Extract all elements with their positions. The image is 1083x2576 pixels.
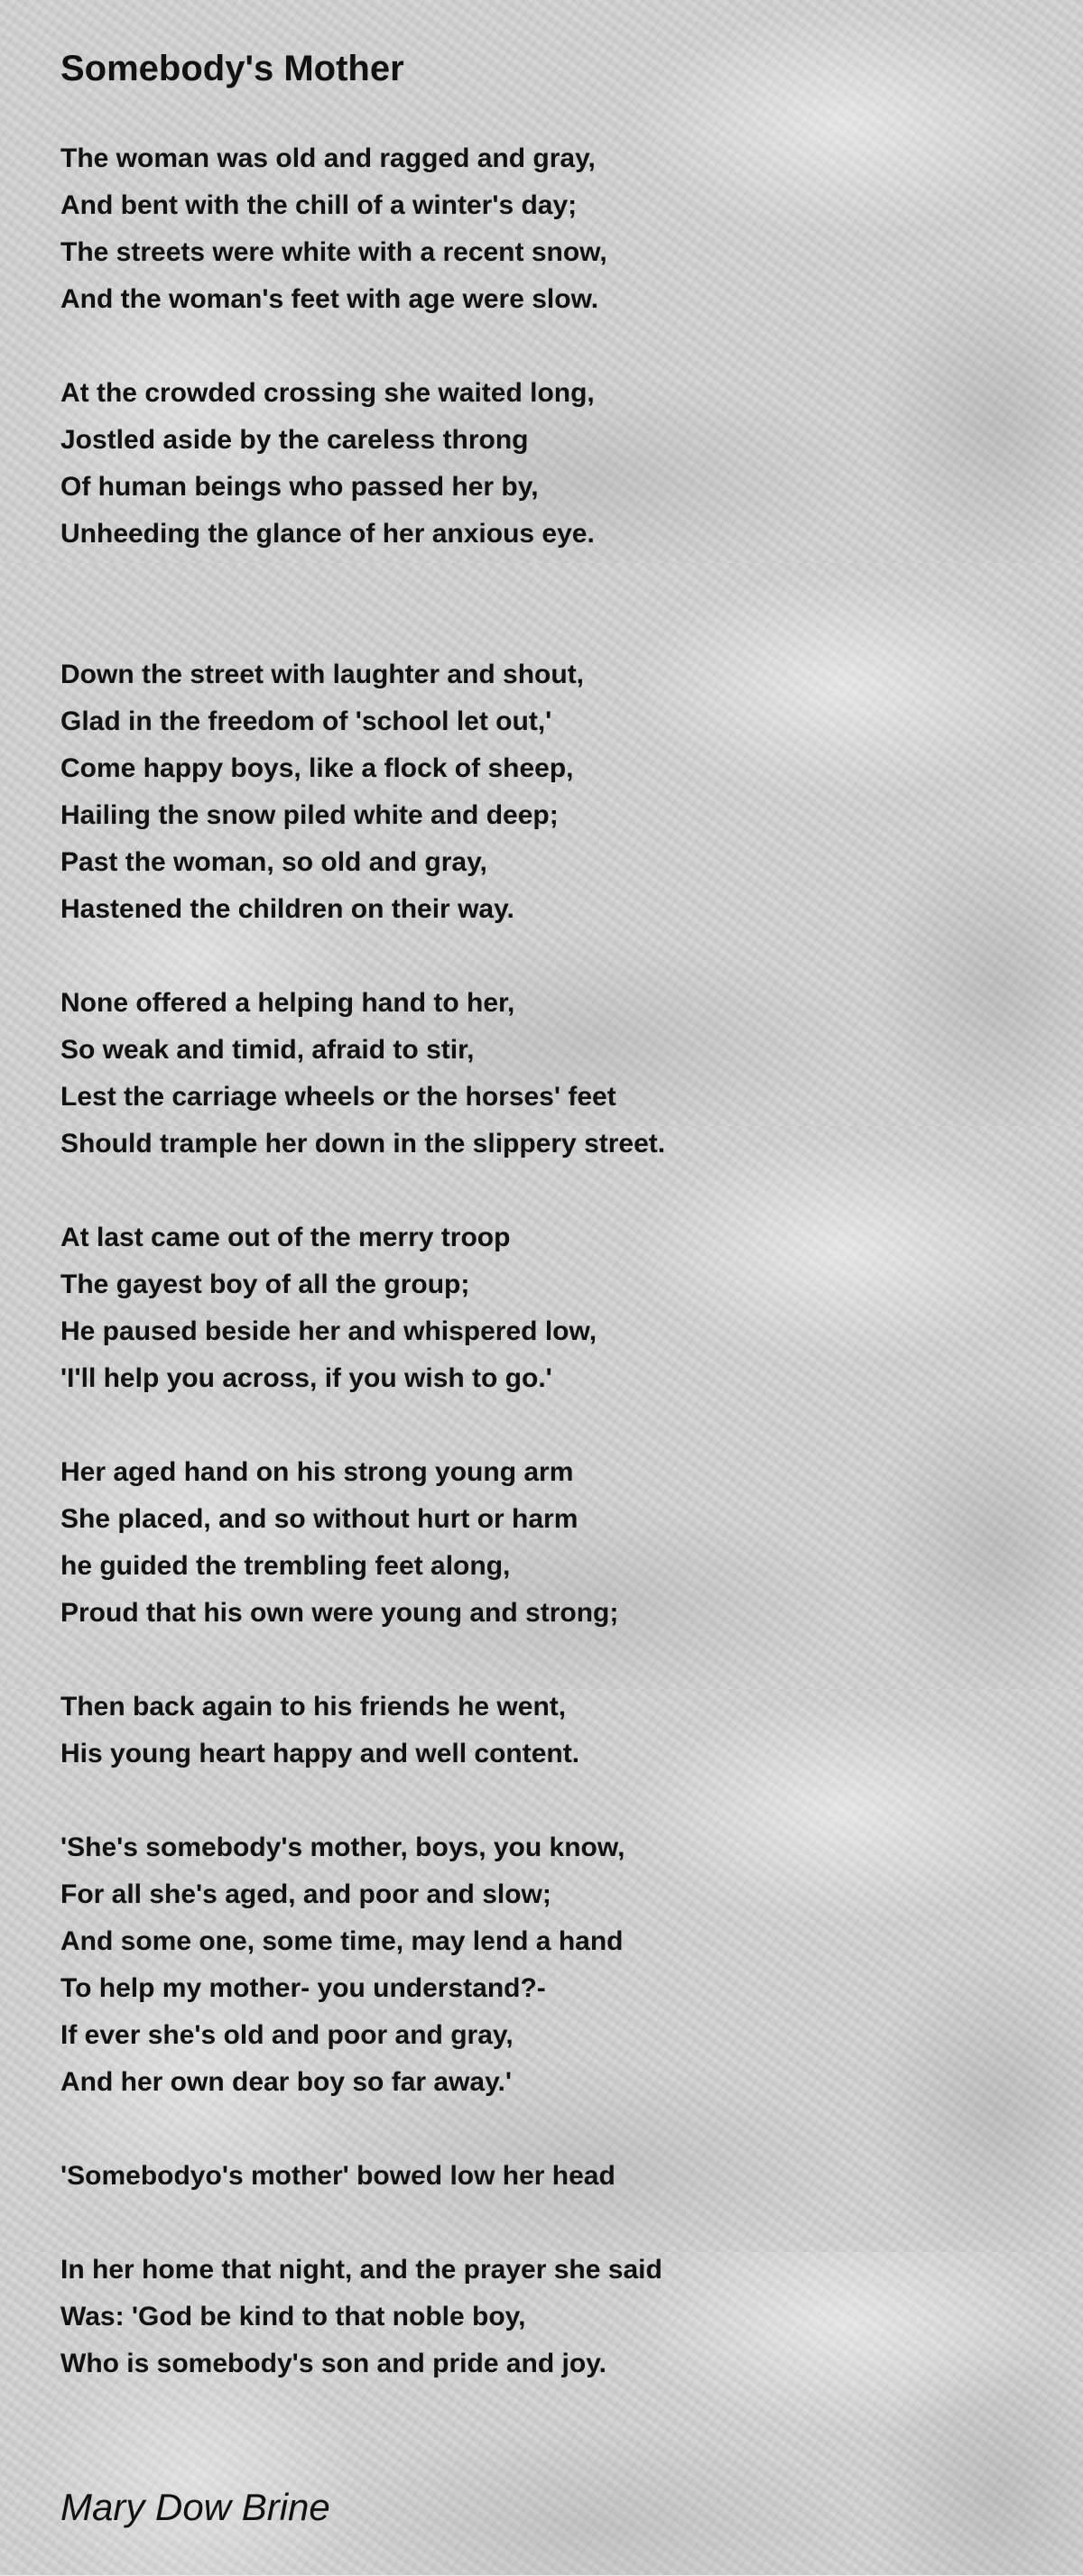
poem-line: Who is somebody's son and pride and joy. bbox=[60, 2349, 606, 2378]
poem-line: Her aged hand on his strong young arm bbox=[60, 1457, 574, 1487]
stanza-break bbox=[60, 1637, 1053, 1684]
poem-line: And her own dear boy so far away.' bbox=[60, 2067, 513, 2097]
poem-line: Was: 'God be kind to that noble boy, bbox=[60, 2302, 526, 2331]
poem-line: And bent with the chill of a winter's day; bbox=[60, 190, 578, 220]
poem-line: Of human beings who passed her by, bbox=[60, 472, 539, 502]
poem-line: Proud that his own were young and strong; bbox=[60, 1598, 619, 1628]
poem-line: 'I'll help you across, if you wish to go.' bbox=[60, 1363, 552, 1393]
poem-title: Somebody's Mother bbox=[60, 49, 404, 88]
stanza-break bbox=[60, 1777, 1053, 1824]
poem-line: So weak and timid, afraid to stir, bbox=[60, 1035, 475, 1065]
stanza-break bbox=[60, 558, 1053, 651]
poem-line: For all she's aged, and poor and slow; bbox=[60, 1879, 551, 1909]
poem-line: He paused beside her and whispered low, bbox=[60, 1316, 597, 1346]
poem-line: His young heart happy and well content. bbox=[60, 1739, 580, 1768]
stanza-break bbox=[60, 933, 1053, 980]
poem-line: Unheeding the glance of her anxious eye. bbox=[60, 519, 595, 549]
poem-line: If ever she's old and poor and gray, bbox=[60, 2020, 514, 2050]
poem-line: To help my mother- you understand?- bbox=[60, 1973, 546, 2003]
poem-line: Then back again to his friends he went, bbox=[60, 1692, 567, 1722]
poem-line: At last came out of the merry troop bbox=[60, 1223, 511, 1252]
poem-line: Come happy boys, like a flock of sheep, bbox=[60, 753, 574, 783]
stanza-break bbox=[60, 323, 1053, 370]
poem-line: And the woman's feet with age were slow. bbox=[60, 284, 599, 314]
poem-line: The gayest boy of all the group; bbox=[60, 1270, 470, 1299]
poem-line: Glad in the freedom of 'school let out,' bbox=[60, 706, 552, 736]
poem-line: In her home that night, and the prayer she said bbox=[60, 2255, 662, 2285]
poem-line: The streets were white with a recent snow, bbox=[60, 237, 607, 267]
stanza-break bbox=[60, 2106, 1053, 2153]
poem-line: Hastened the children on their way. bbox=[60, 894, 514, 924]
poem-line: Hailing the snow piled white and deep; bbox=[60, 800, 559, 830]
poem-line: The woman was old and ragged and gray, bbox=[60, 143, 596, 173]
poem-line: None offered a helping hand to her, bbox=[60, 988, 515, 1018]
poem-author: Mary Dow Brine bbox=[60, 2486, 330, 2528]
poem-line: And some one, some time, may lend a hand bbox=[60, 1926, 624, 1956]
stanza-break bbox=[60, 1168, 1053, 1214]
poem-line: Past the woman, so old and gray, bbox=[60, 847, 487, 877]
poem-line: Jostled aside by the careless throng bbox=[60, 425, 529, 455]
poem-line: She placed, and so without hurt or harm bbox=[60, 1504, 579, 1534]
poem-line: At the crowded crossing she waited long, bbox=[60, 378, 595, 408]
poem-body bbox=[60, 135, 1053, 2387]
poem-line: Should trample her down in the slippery street. bbox=[60, 1129, 666, 1159]
poem-line: Down the street with laughter and shout, bbox=[60, 660, 585, 689]
poem-line: he guided the trembling feet along, bbox=[60, 1551, 511, 1581]
poem-line: 'Somebodyo's mother' bowed low her head bbox=[60, 2161, 616, 2191]
stanza-break bbox=[60, 2200, 1053, 2247]
stanza-break bbox=[60, 1402, 1053, 1449]
poem-line: 'She's somebody's mother, boys, you know, bbox=[60, 1833, 625, 1862]
poem-line: Lest the carriage wheels or the horses' feet bbox=[60, 1082, 616, 1112]
